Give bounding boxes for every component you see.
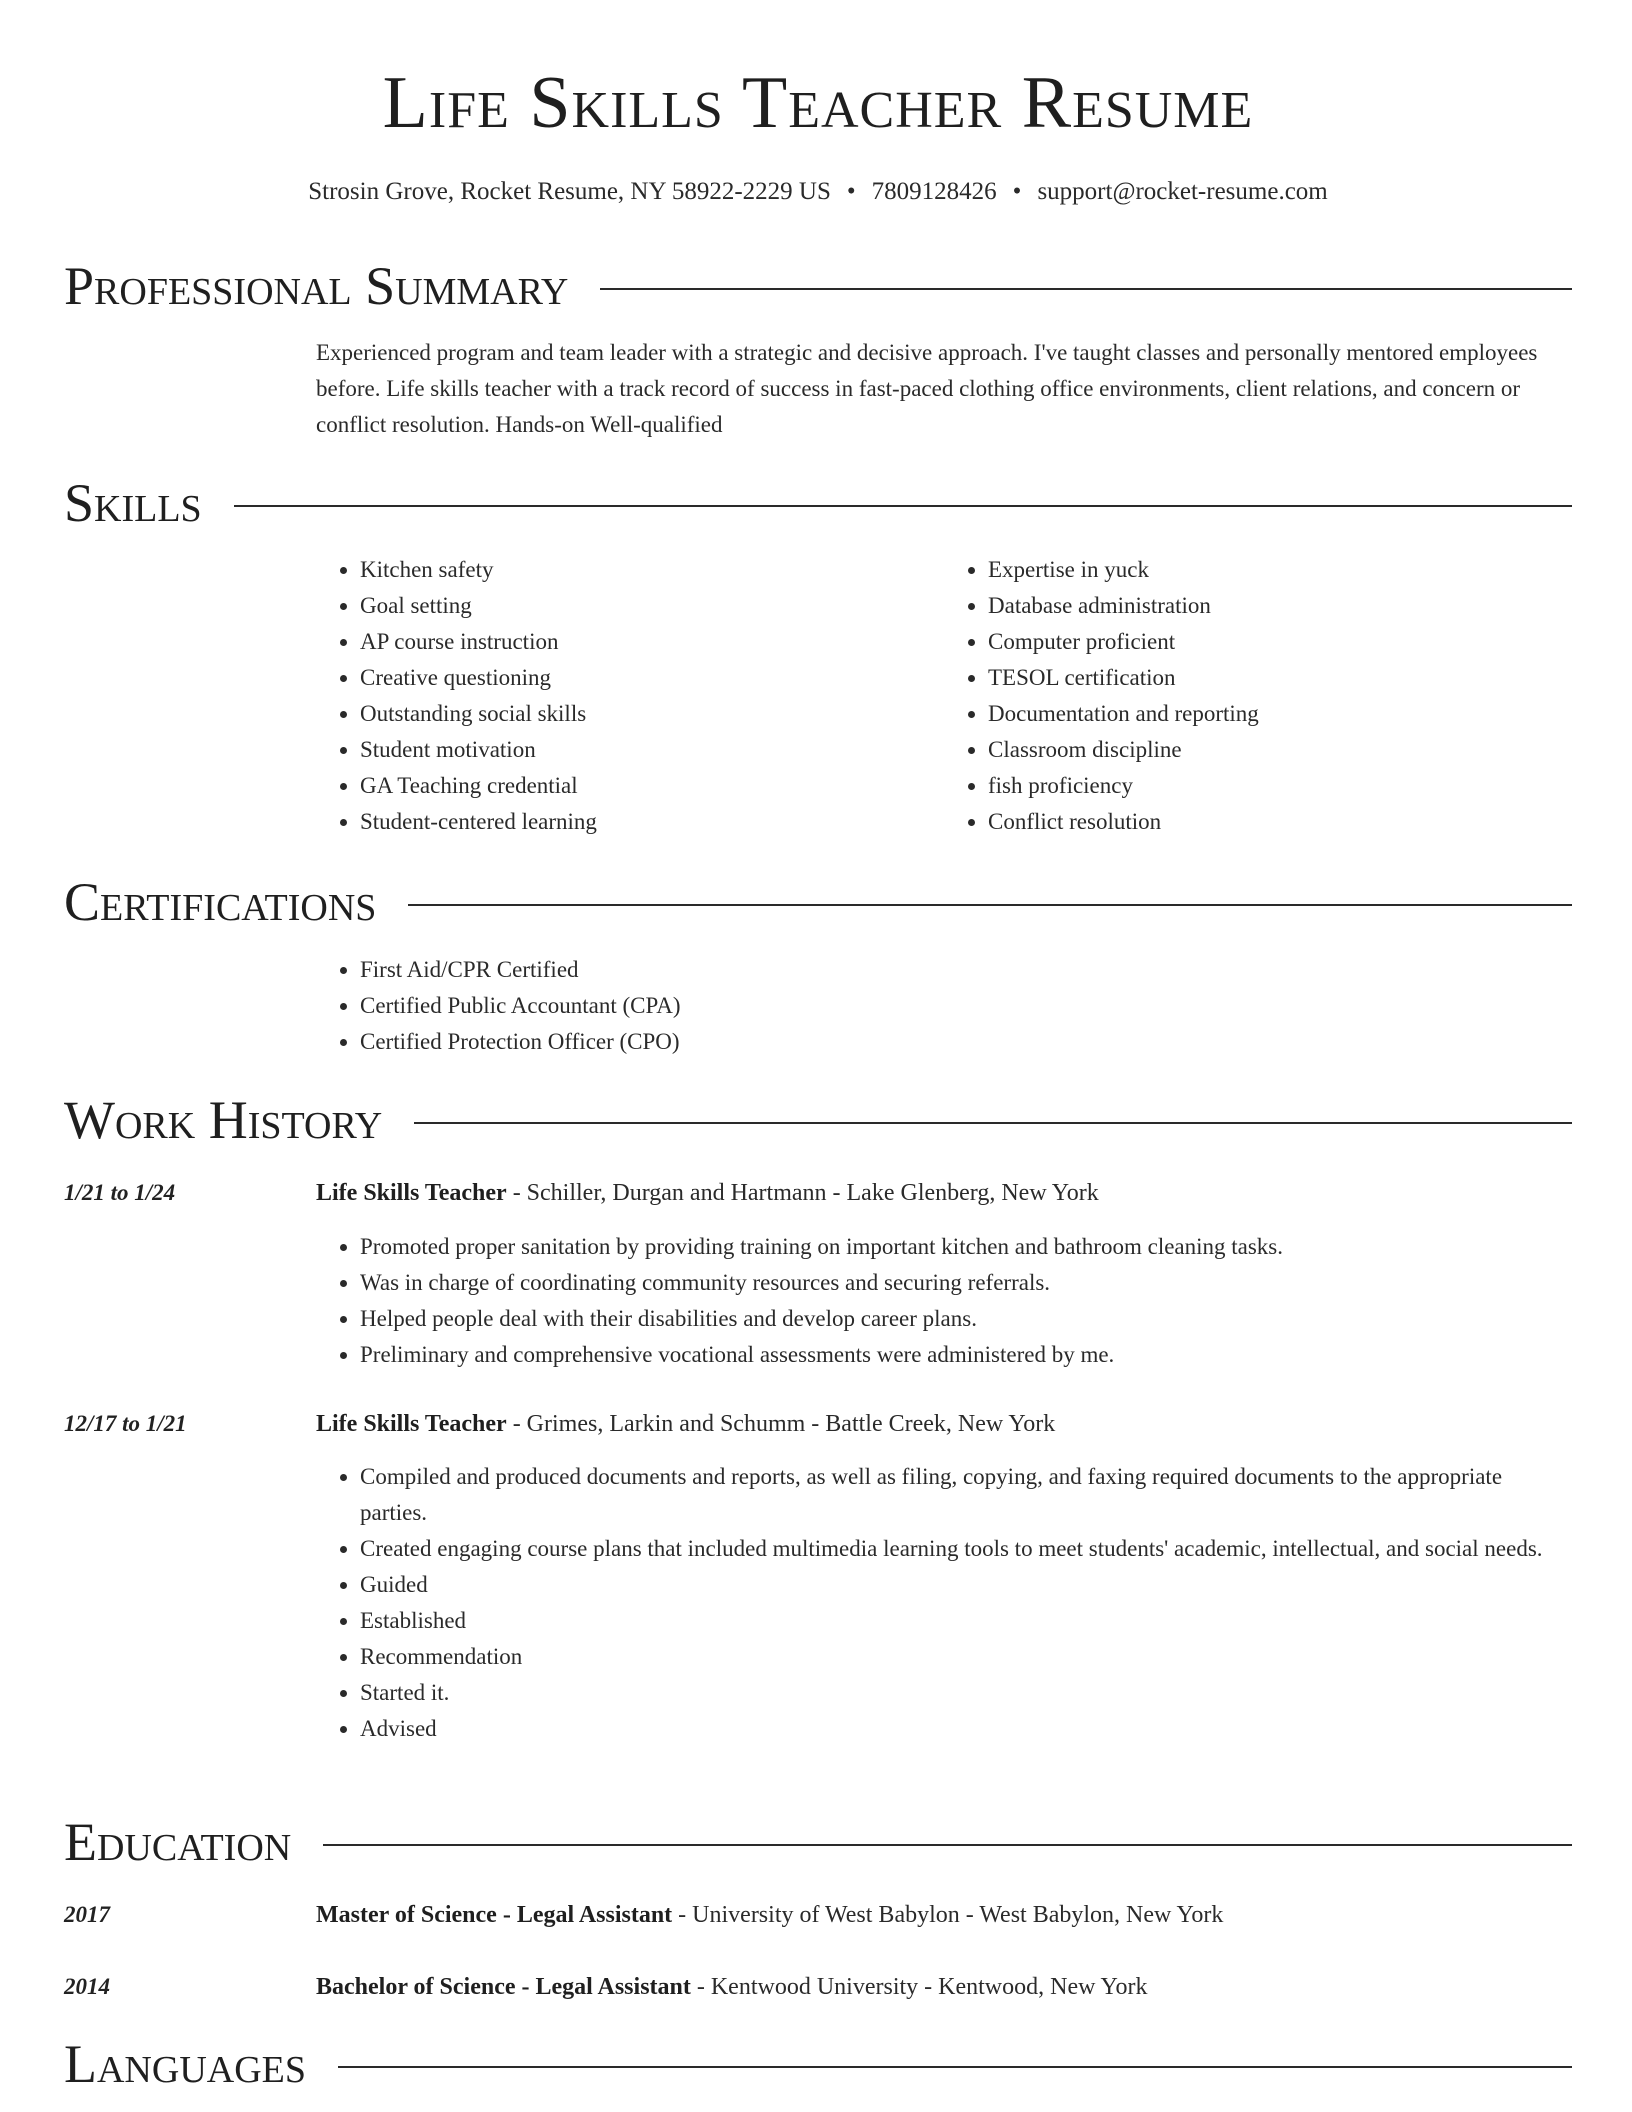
job-bullets: [316, 1459, 1572, 1747]
skill-item: • Classroom discipline: [988, 732, 1572, 768]
contact-separator: •: [846, 178, 856, 205]
job-header: [316, 1175, 1572, 1211]
work-history-heading-rule: [414, 1122, 1572, 1124]
certification-item: • Certified Protection Officer (CPO): [360, 1024, 1572, 1060]
contact-phone: 7809128426: [871, 178, 997, 205]
certifications-list: [316, 952, 1572, 1060]
summary-heading-rule: [600, 288, 1572, 290]
skills-heading-title: Skills: [64, 473, 202, 533]
job-bullet: • Preliminary and comprehensive vocational assessments were administered by me.: [360, 1337, 1572, 1373]
skill-item: • Creative questioning: [360, 660, 944, 696]
skill-item: • Kitchen safety: [360, 552, 944, 588]
contact-line: [64, 174, 1572, 210]
job-date: 12/17 to 1/21: [64, 1411, 187, 1436]
resume-title: Life Skills Teacher Resume: [382, 62, 1254, 144]
education-school: - University of West Babylon - West Babylon, New York: [672, 1902, 1224, 1928]
job-bullet: • Started it.: [360, 1675, 1572, 1711]
skill-item: • GA Teaching credential: [360, 768, 944, 804]
job-bullet: • Recommendation: [360, 1639, 1572, 1675]
job-bullet: • Promoted proper sanitation by providing training on important kitchen and bathroom cleaning tasks.: [360, 1229, 1572, 1265]
certification-item: • First Aid/CPR Certified: [360, 952, 1572, 988]
job-title: Life Skills Teacher: [316, 1180, 507, 1206]
certifications-heading-title: Certifications: [64, 872, 377, 932]
languages-heading-rule: [338, 2066, 1572, 2068]
education-school: - Kentwood University - Kentwood, New York: [690, 1974, 1148, 2000]
job-title: Life Skills Teacher: [316, 1411, 507, 1437]
skill-item: • TESOL certification: [988, 660, 1572, 696]
certifications-heading: [64, 872, 1572, 932]
work-history-heading: [64, 1090, 1572, 1150]
skill-item: • Expertise in yuck: [988, 552, 1572, 588]
job-header: [316, 1406, 1572, 1442]
summary-heading: [64, 256, 1572, 316]
skill-item: • Goal setting: [360, 588, 944, 624]
job-date: 1/21 to 1/24: [64, 1180, 176, 1205]
certification-item: • Certified Public Accountant (CPA): [360, 988, 1572, 1024]
job-bullet: • Created engaging course plans that included multimedia learning tools to meet students' academic, intellectual, and social needs.: [360, 1531, 1572, 1567]
certifications-heading-rule: [408, 904, 1572, 906]
skills-list: [316, 552, 1572, 840]
summary-heading-title: Professional Summary: [64, 256, 569, 316]
skills-heading-rule: [234, 505, 1572, 507]
job-employer: - Grimes, Larkin and Schumm - Battle Creek, New York: [506, 1411, 1056, 1437]
summary-text: Experienced program and team leader with a strategic and decisive approach. I've taught classes and personally mentored employees before. Life skills teacher with a track record of success in fast-paced clothing office environments, client relations, and concern or conflict resolution. Hands-on Well-qualified: [316, 340, 1538, 437]
skill-item: • Documentation and reporting: [988, 696, 1572, 732]
contact-separator: •: [1012, 178, 1022, 205]
skill-item: • Student motivation: [360, 732, 944, 768]
skills-column-right: [944, 552, 1572, 840]
skill-item: • Outstanding social skills: [360, 696, 944, 732]
job-bullet: • Established: [360, 1603, 1572, 1639]
skill-item: • Conflict resolution: [988, 804, 1572, 840]
education-degree: Bachelor of Science - Legal Assistant: [316, 1974, 691, 2000]
skill-item: • Computer proficient: [988, 624, 1572, 660]
education-year: 2014: [64, 1974, 110, 1999]
languages-heading: [64, 2034, 1572, 2094]
skill-item: • AP course instruction: [360, 624, 944, 660]
education-heading-title: Education: [64, 1812, 292, 1872]
skill-item: • Database administration: [988, 588, 1572, 624]
job-bullet: • Compiled and produced documents and reports, as well as filing, copying, and faxing required documents to the appropriate parties.: [360, 1459, 1572, 1531]
job-bullet: • Advised: [360, 1711, 1572, 1747]
job-bullets: [316, 1229, 1572, 1373]
work-history-heading-title: Work History: [64, 1090, 383, 1150]
education-entry: [316, 1969, 1572, 2005]
education-degree: Master of Science - Legal Assistant: [316, 1902, 673, 1928]
education-year: 2017: [64, 1902, 110, 1927]
skill-item: • Student-centered learning: [360, 804, 944, 840]
job-bullet: • Helped people deal with their disabilities and develop career plans.: [360, 1301, 1572, 1337]
job-bullet: • Guided: [360, 1567, 1572, 1603]
job-employer: - Schiller, Durgan and Hartmann - Lake Glenberg, New York: [506, 1180, 1099, 1206]
languages-heading-title: Languages: [64, 2034, 306, 2094]
skills-column-left: [316, 552, 944, 840]
skill-item: • fish proficiency: [988, 768, 1572, 804]
education-entry: [316, 1897, 1572, 1933]
education-heading: [64, 1812, 1572, 1872]
contact-email: support@rocket-resume.com: [1037, 178, 1328, 205]
skills-heading: [64, 473, 1572, 533]
education-heading-rule: [323, 1844, 1572, 1846]
job-bullet: • Was in charge of coordinating community resources and securing referrals.: [360, 1265, 1572, 1301]
contact-address: Strosin Grove, Rocket Resume, NY 58922-2229 US: [308, 178, 831, 205]
